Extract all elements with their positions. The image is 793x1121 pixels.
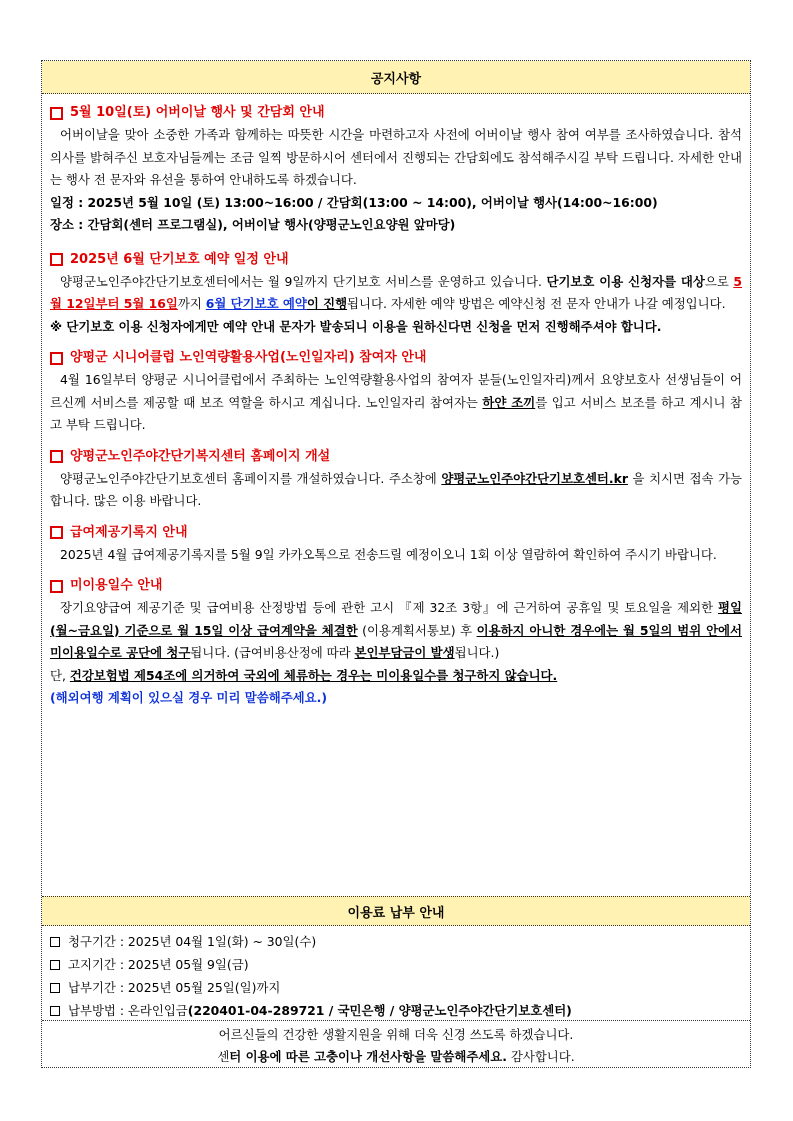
notice-frame	[41, 60, 751, 1068]
fee-list	[42, 926, 750, 1020]
notice-mothers-day	[50, 102, 742, 237]
notice-heading: 2025년 6월 단기보호 예약 일정 안내	[70, 251, 289, 267]
checkbox-icon	[50, 1006, 60, 1016]
notice-body: 장기요양급여 제공기준 및 급여비용 산정방법 등에 관한 고시 『제 32조 3항』에 근거하여 공휴일 및 토요일을 제외한 평일 (월~금요일) 기준으로 월 15일 이상 급여계약을 체결한 (이용계획서통보) 후 이용하지 아니한 경우에는 월 5일의 범위 안에서 미이용일수로 공단에 청구됩니다. (급여비용산정에 따라 본인부담금이 발생됩니다.)	[50, 600, 742, 660]
fee-item: 고지기간 : 2025년 05월 9일(금)	[50, 953, 742, 976]
homepage-address: 양평군노인주야간단기보호센터.kr	[441, 470, 628, 486]
checkbox-icon	[50, 352, 63, 365]
notice-body: 양평군노인주야간단기보호센터에서는 월 9일까지 단기보호 서비스를 운영하고 있습니다. 단기보호 이용 신청자를 대상으로 5월 12일부터 5월 16일까지 6월 단기보호 예약이 진행됩니다. 자세한 예약 방법은 예약신청 전 문자 안내가 나갈 예정입니다.	[50, 273, 742, 311]
notice-benefit-record	[50, 522, 742, 567]
checkbox-icon	[50, 937, 60, 947]
notice-title: 공지사항	[42, 61, 750, 94]
checkbox-icon	[50, 960, 60, 970]
notice-short-term	[50, 249, 742, 339]
notice-homepage	[50, 446, 742, 513]
notice-body: 4월 16일부터 양평군 시니어클럽에서 주최하는 노인역량활용사업의 참여자 분들(노인일자리)께서 요양보호사 선생님들이 어르신께 서비스를 제공할 때 보조 역할을 하시고 계십니다. 노인일자리 참여자는 하얀 조끼를 입고 서비스 보조를 하고 계시니 참고 부탁 드립니다.	[50, 372, 743, 432]
event-place: 장소 : 간담회(센터 프로그램실), 어버이날 행사(양평군노인요양원 앞마당)	[50, 217, 456, 232]
notice-unused-days	[50, 575, 742, 710]
checkbox-icon	[50, 526, 63, 539]
fee-item: 납부기간 : 2025년 05월 25일(일)까지	[50, 976, 742, 999]
fee-title: 이용료 납부 안내	[42, 896, 750, 926]
notice-body: 2025년 4월 급여제공기록지를 5월 9일 카카오톡으로 전송드릴 예정이오니 1회 이상 열람하여 확인하여 주시기 바랍니다.	[60, 546, 717, 562]
notice-heading: 양평군 시니어클럽 노인역량활용사업(노인일자리) 참여자 안내	[70, 350, 427, 365]
event-schedule: 일정 : 2025년 5월 10일 (토) 13:00~16:00 / 간담회(13:00 ~ 14:00), 어버이날 행사(14:00~16:00)	[50, 194, 658, 210]
notice-note: ※ 단기보호 이용 신청자에게만 예약 안내 문자가 발송되니 이용을 원하신다면 신청을 먼저 진행해주셔야 합니다.	[50, 318, 662, 334]
notice-list	[42, 94, 750, 896]
notice-heading: 미이용일수 안내	[70, 578, 163, 593]
notice-senior-club	[50, 347, 742, 437]
checkbox-icon	[50, 450, 63, 463]
notice-body: 어버이날을 맞아 소중한 가족과 함께하는 따뜻한 시간을 마련하고자 사전에 어버이날 행사 참여 여부를 조사하였습니다. 참석 의사를 밝혀주신 보호자님들께는 조금 일찍 방문하시어 센터에서 진행되는 간담회에도 참석해주시길 부탁 드립니다. 자세한 안내는 행사 전 문자와 유선을 통하여 안내하도록 하겠습니다.	[50, 127, 742, 187]
notice-heading: 급여제공기록지 안내	[70, 524, 188, 540]
checkbox-icon	[50, 253, 63, 266]
checkbox-icon	[50, 983, 60, 993]
bank-account: (220401-04-289721 / 국민은행 / 양평군노인주야간단기보호센터)	[187, 1003, 572, 1018]
notice-body: 양평군노인주야간단기보호센터 홈페이지를 개설하였습니다. 주소창에 양평군노인주야간단기보호센터.kr 을 치시면 접속 가능합니다. 많은 이용 바랍니다.	[50, 470, 742, 508]
checkbox-icon	[50, 107, 63, 120]
notice-heading: 5월 10일(토) 어버이날 행사 및 간담회 안내	[70, 105, 325, 120]
closing-message: 어르신들의 건강한 생활지원을 위해 더욱 신경 쓰도록 하겠습니다. 센터 이용에 따른 고충이나 개선사항을 말씀해주세요. 감사합니다.	[42, 1020, 750, 1068]
notice-note: (해외여행 계획이 있으실 경우 미리 말씀해주세요.)	[50, 690, 327, 705]
fee-item-payment: 납부방법 : 온라인입금 (220401-04-289721 / 국민은행 / 양평군노인주야간단기보호센터)	[50, 999, 742, 1022]
fee-item: 청구기간 : 2025년 04월 1일(화) ~ 30일(수)	[50, 930, 742, 953]
checkbox-icon	[50, 580, 63, 593]
notice-exception: 단, 건강보험법 제54조에 의거하여 국외에 체류하는 경우는 미이용일수를 청구하지 않습니다.	[50, 667, 558, 683]
notice-heading: 양평군노인주야간단기복지센터 홈페이지 개설	[70, 448, 331, 464]
